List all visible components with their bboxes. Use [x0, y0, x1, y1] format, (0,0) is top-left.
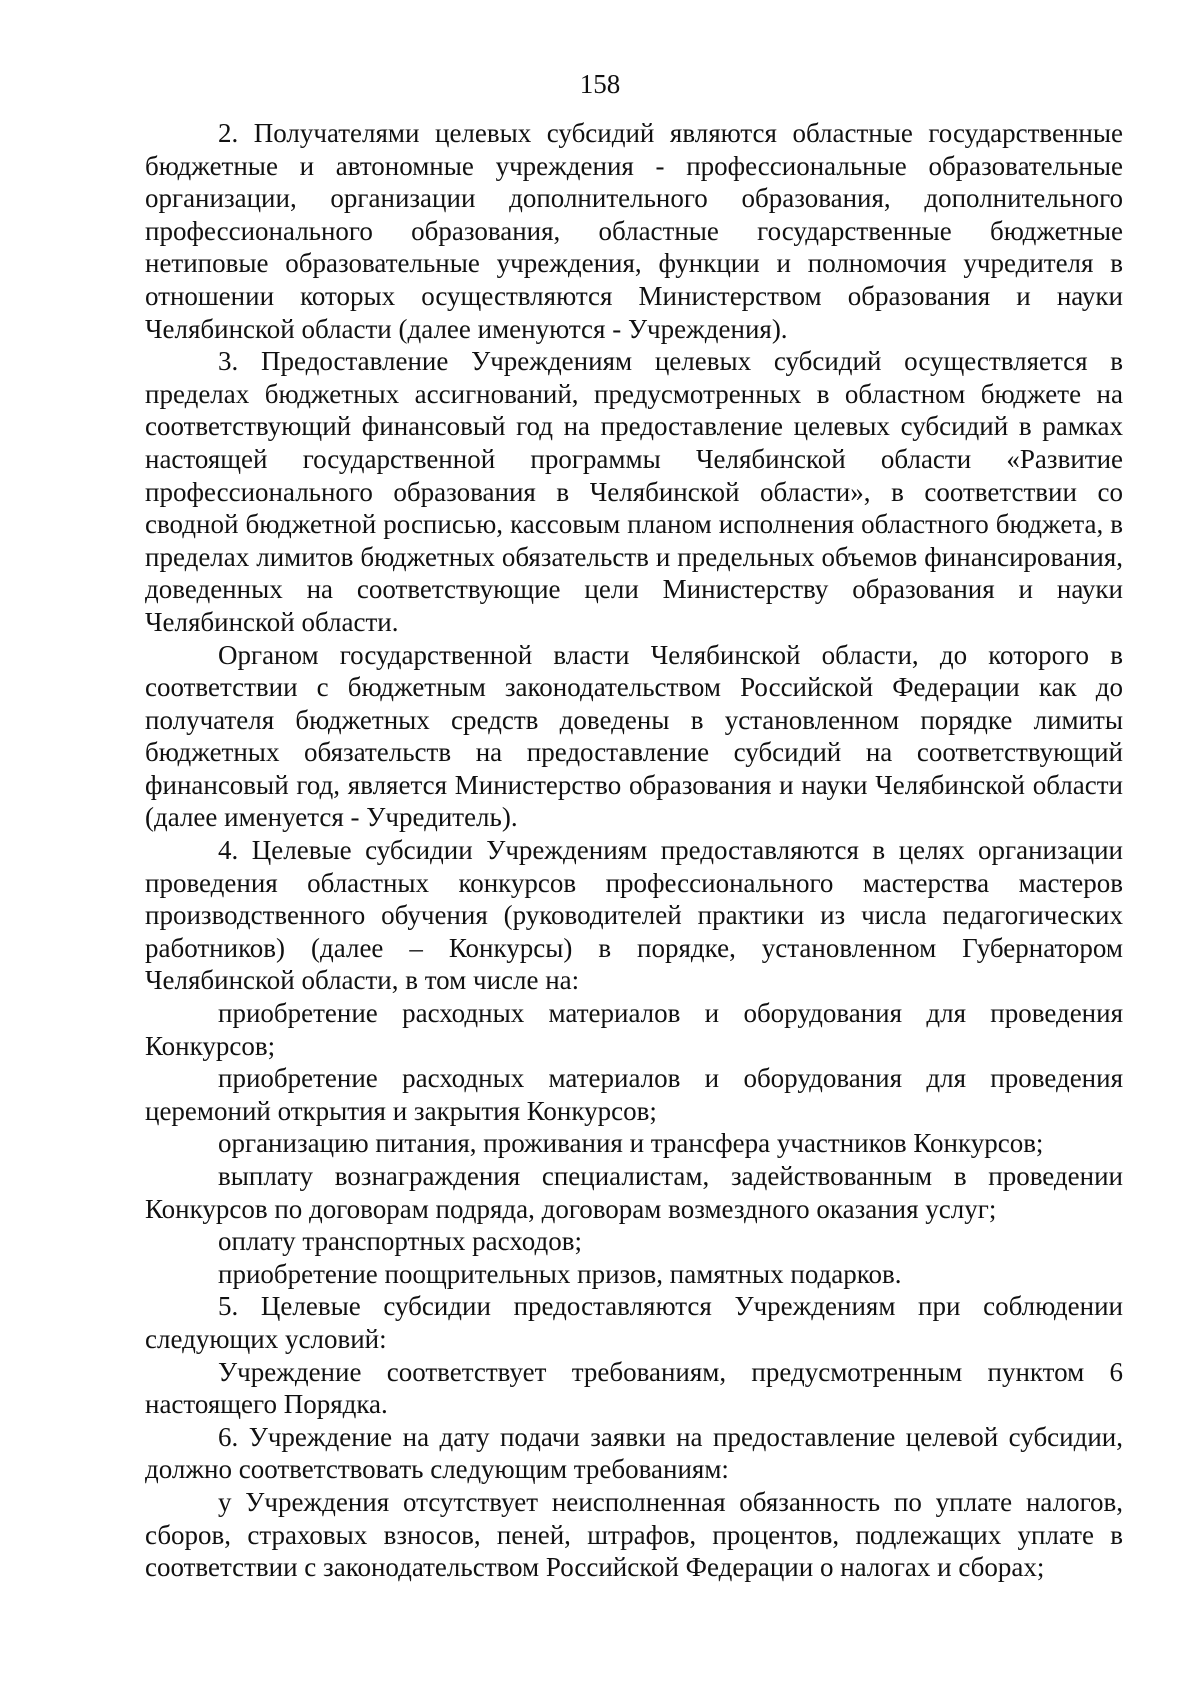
paragraph-4-item-5: оплату транспортных расходов;	[218, 1226, 582, 1257]
paragraph-5-condition: Учреждение соответствует требованиям, предусмотренным пунктом 6 настоящего Порядка.	[145, 1356, 1123, 1420]
paragraph-4: 4. Целевые субсидии Учреждениям предоставляются в целях организации проведения областных конкурсов профессионального мастерства мастеров производственного обучения (руководителей практики из числа педагогических работников) (далее – Конкурсы) в порядке, установленном Губернатором Челябинской области, в том числе на:	[145, 835, 1123, 996]
paragraph-3-authority: Органом государственной власти Челябинской области, до которого в соответствии с бюджетным законодательством Российской Федерации как до получателя бюджетных средств доведены в установленном порядке лимиты бюджетных обязательств на предоставление субсидий на соответствующий финансовый год, является Министерство образования и науки Челябинской области (далее именуется - Учредитель).	[145, 639, 1123, 833]
paragraph-2: 2. Получателями целевых субсидий являются областные государственные бюджетные и автономные учреждения - профессиональные образовательные организации, организации дополнительного образования, дополнительного профессионального образования, областные государственные бюджетные нетиповые образовательные учреждения, функции и полномочия учредителя в отношении которых осуществляются Министерством образования и науки Челябинской области (далее именуются - Учреждения).	[145, 118, 1123, 344]
paragraph-6-requirement-1: у Учреждения отсутствует неисполненная обязанность по уплате налогов, сборов, страховых взносов, пеней, штрафов, процентов, подлежащих уплате в соответствии с законодательством Российской Федерации о налогах и сборах;	[145, 1486, 1123, 1583]
paragraph-4-item-2: приобретение расходных материалов и оборудования для проведения церемоний открытия и закрытия Конкурсов;	[145, 1063, 1123, 1126]
paragraph-4-item-3: организацию питания, проживания и трансфера участников Конкурсов;	[218, 1128, 1044, 1159]
paragraph-6: 6. Учреждение на дату подачи заявки на предоставление целевой субсидии, должно соответствовать следующим требованиям:	[145, 1421, 1123, 1485]
paragraph-4-item-1: приобретение расходных материалов и оборудования для проведения Конкурсов;	[145, 998, 1123, 1061]
paragraph-5: 5. Целевые субсидии предоставляются Учреждениям при соблюдении следующих условий:	[145, 1291, 1123, 1354]
paragraph-4-item-4: выплату вознаграждения специалистам, задействованным в проведении Конкурсов по договорам подряда, договорам возмездного оказания услуг;	[145, 1161, 1123, 1224]
paragraph-3: 3. Предоставление Учреждениям целевых субсидий осуществляется в пределах бюджетных ассигнований, предусмотренных в областном бюджете на соответствующий финансовый год на предоставление целевых субсидий в рамках настоящей государственной программы Челябинской области «Развитие профессионального образования в Челябинской области», в соответствии со сводной бюджетной росписью, кассовым планом исполнения областного бюджета, в пределах лимитов бюджетных обязательств и предельных объемов финансирования, доведенных на соответствующие цели Министерству образования и науки Челябинской области.	[145, 346, 1123, 637]
document-body	[145, 117, 1123, 1584]
paragraph-4-item-6: приобретение поощрительных призов, памятных подарков.	[218, 1258, 902, 1289]
page-number: 158	[579, 69, 621, 99]
